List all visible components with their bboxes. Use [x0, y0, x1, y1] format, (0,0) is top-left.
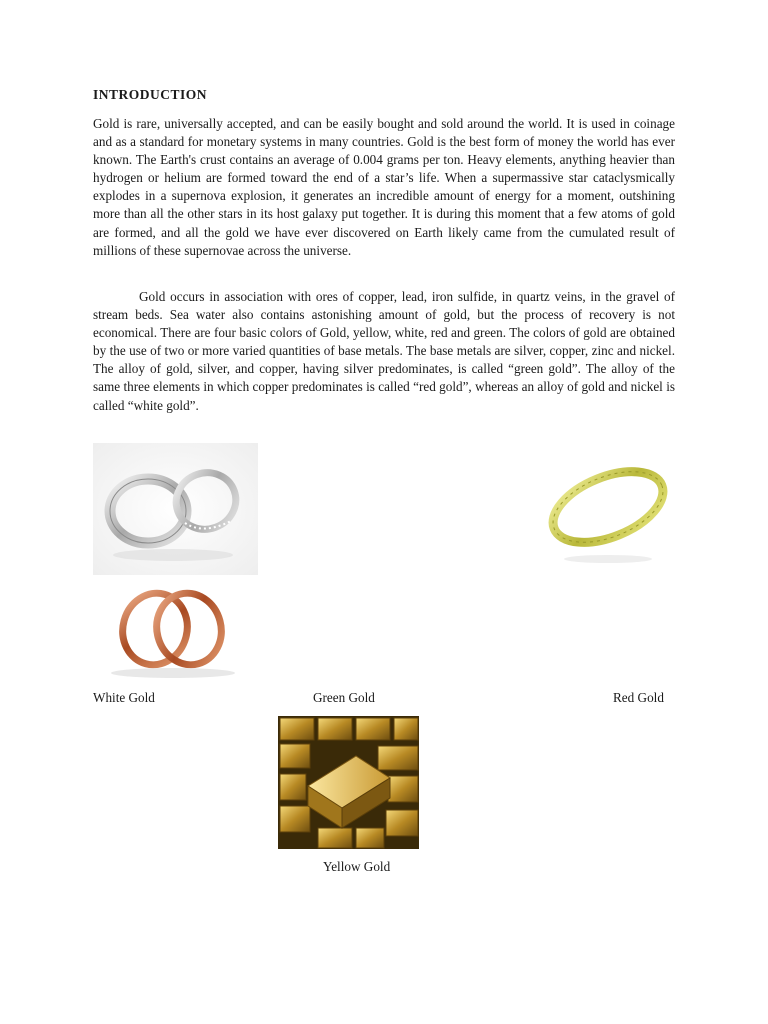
red-gold-caption: Red Gold [613, 690, 664, 705]
yellow-gold-bars-image [278, 716, 419, 849]
green-gold-caption: Green Gold [313, 690, 375, 705]
intro-paragraph-1: Gold is rare, universally accepted, and can be easily bought and sold around the world. It is used in coinage and as a standard for monetary systems in many countries. Gold is the best form of money the world has ever known. The Earth's crust contains an average of 0.004 grams per ton. Heavy elements, anything heavier than hydrogen or helium are formed toward the end of a star’s life. When a supermassive star cataclysmically explodes in a supernova explosion, it generates an incredible amount of energy for a moment, outshining more than all the other stars in its host galaxy put together. It is during this moment that a few atoms of gold are formed, and all the gold we have ever discovered on Earth likely came from the cumulated result of millions of these supernovae across the universe. [93, 116, 675, 258]
green-gold-ring-image [542, 447, 674, 572]
yellow-gold-caption: Yellow Gold [323, 859, 391, 874]
white-gold-rings-image [93, 443, 258, 575]
red-gold-rings-image [93, 585, 247, 680]
white-gold-caption: White Gold [93, 690, 155, 705]
intro-paragraph-2: Gold occurs in association with ores of copper, lead, iron sulfide, in quartz veins, in the gravel of stream beds. Sea water also contains astonishing amount of gold, but the process of recovery is not economical. There are four basic colors of Gold, yellow, white, red and green. The colors of gold are obtained by the use of two or more varied quantities of base metals. The base metals are silver, copper, zinc and nickel. The alloy of gold, silver, and copper, having silver predominates, is called “green gold”. The alloy of the same three elements in which copper predominates is called “red gold”, whereas an alloy of gold and nickel is called “white gold”. [93, 289, 675, 413]
section-heading: INTRODUCTION [93, 87, 208, 102]
